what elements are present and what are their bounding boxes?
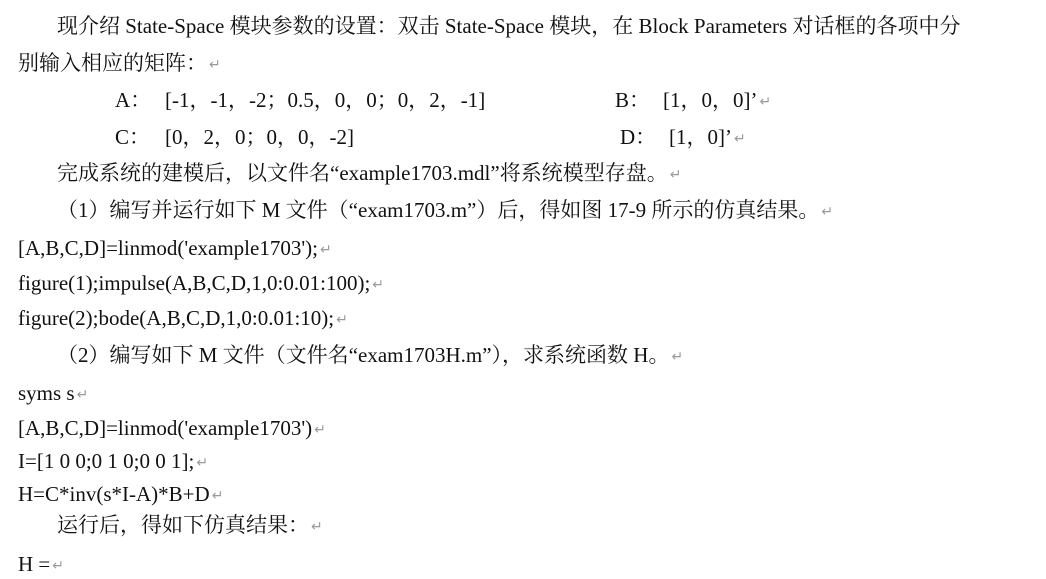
matrix-b-value: [1，0，0]’: [663, 88, 758, 112]
code-text: figure(2);bode(A,B,C,D,1,0:0.01:10);: [18, 306, 335, 330]
matrix-c-label: C：: [115, 125, 151, 149]
paragraph-mark-icon: ↵: [209, 57, 221, 73]
step1-heading: （1）编写并运行如下 M 文件（“exam1703.m”）后，得如图 17-9 所示的仿真结果。: [57, 198, 820, 222]
code-text: H=C*inv(s*I-A)*B+D: [18, 482, 210, 506]
paragraph-mark-icon: ↵: [311, 519, 323, 535]
step1-heading-line: [57, 197, 833, 223]
paragraph-mark-icon: ↵: [821, 204, 834, 220]
paragraph-mark-icon: ↵: [372, 277, 385, 293]
paragraph-mark-icon: ↵: [319, 242, 332, 258]
code-text: I=[1 0 0;0 1 0;0 0 1];: [18, 449, 195, 473]
paragraph-mark-icon: ↵: [669, 167, 682, 183]
matrix-d-value: [1，0]’: [669, 125, 732, 149]
code-text: [A,B,C,D]=linmod('example1703'): [18, 416, 313, 440]
paragraph-mark-icon: ↵: [196, 455, 209, 471]
step2-heading-line: [57, 342, 683, 368]
code-line: [18, 380, 88, 406]
intro-text-1: 现介绍 State-Space 模块参数的设置：双击 State-Space 模块，在 Block Parameters 对话框的各项中分: [57, 14, 961, 38]
matrix-a-label: A：: [115, 88, 152, 112]
save-note-line: [57, 160, 681, 186]
intro-text-2: 别输入相应的矩阵：: [18, 51, 207, 75]
intro-line-1: [57, 13, 960, 39]
result-line: [18, 551, 64, 577]
paragraph-mark-icon: ↵: [76, 387, 89, 403]
paragraph-mark-icon: ↵: [336, 312, 348, 328]
intro-line-2: [18, 50, 221, 76]
result-text: H =: [18, 552, 51, 576]
matrix-c-value: [0，2，0；0，0，-2]: [165, 125, 354, 149]
paragraph-mark-icon: ↵: [759, 94, 772, 110]
step2-heading: （2）编写如下 M 文件（文件名“exam1703H.m”），求系统函数 H。: [57, 343, 670, 367]
matrix-d-label: D：: [620, 125, 657, 149]
matrix-d-row: [669, 124, 746, 150]
save-note-text: 完成系统的建模后，以文件名“example1703.mdl”将系统模型存盘。: [57, 161, 668, 185]
code-line: [18, 235, 332, 261]
paragraph-mark-icon: ↵: [211, 488, 224, 504]
matrix-b-row: [663, 87, 771, 113]
result-intro-line: [57, 512, 323, 538]
code-line: [18, 305, 348, 331]
code-text: syms s: [18, 381, 75, 405]
code-line: [18, 481, 223, 507]
code-text: figure(1);impulse(A,B,C,D,1,0:0.01:100);: [18, 271, 371, 295]
matrix-b-label: B：: [615, 88, 651, 112]
paragraph-mark-icon: ↵: [52, 558, 64, 574]
code-line: [18, 415, 326, 441]
paragraph-mark-icon: ↵: [671, 349, 684, 365]
paragraph-mark-icon: ↵: [314, 422, 326, 438]
matrix-a-value: [-1，-1，-2；0.5，0，0；0，2，-1]: [165, 88, 486, 112]
code-text: [A,B,C,D]=linmod('example1703');: [18, 236, 318, 260]
paragraph-mark-icon: ↵: [733, 131, 746, 147]
code-line: [18, 270, 384, 296]
code-line: [18, 448, 208, 474]
result-intro-text: 运行后，得如下仿真结果：: [57, 513, 309, 537]
